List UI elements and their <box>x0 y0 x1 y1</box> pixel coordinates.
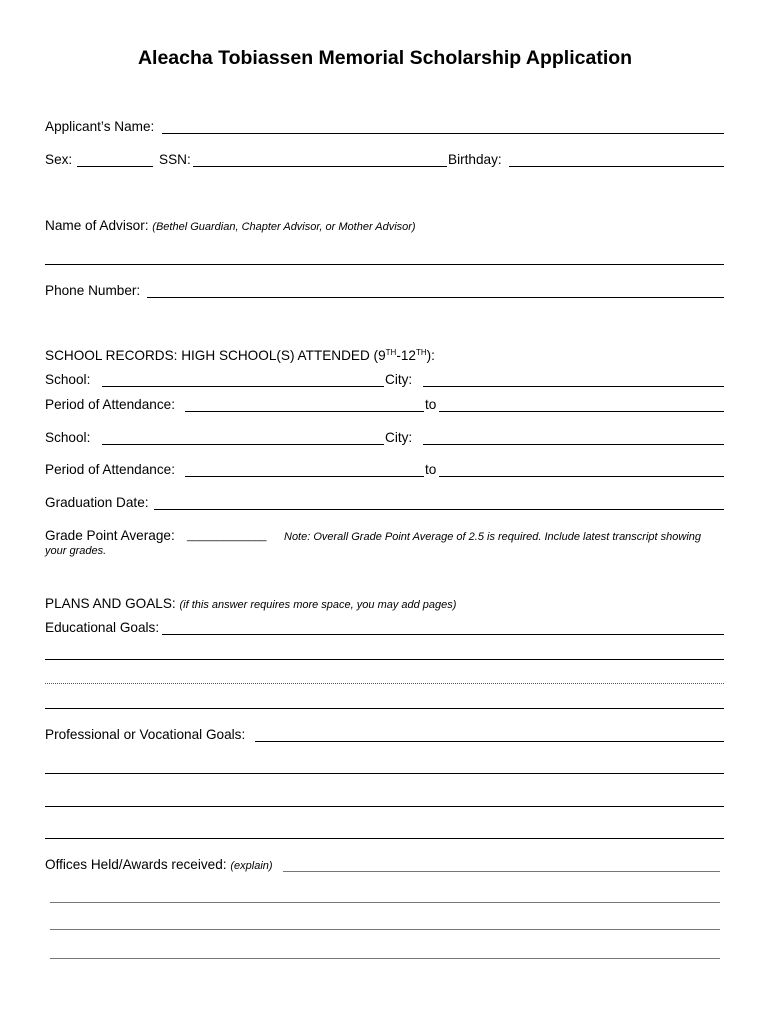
gpa-note-line-1: Note: Overall Grade Point Average of 2.5 is required. Include latest transcript showing <box>284 531 701 543</box>
school-2-field[interactable] <box>102 444 384 445</box>
phone-field[interactable] <box>147 297 724 298</box>
city-1-label: City: <box>385 372 413 387</box>
gpa-field[interactable]: _____________ <box>187 530 267 542</box>
gpa-label: Grade Point Average: <box>45 528 175 543</box>
applicant-name-field[interactable] <box>162 133 724 134</box>
period-1-from-field[interactable] <box>185 411 424 412</box>
city-1-field[interactable] <box>423 386 724 387</box>
school-records-heading-mid: -12 <box>396 348 416 363</box>
period-2-to-label: to <box>425 462 437 477</box>
offices-awards-line-2[interactable] <box>50 902 720 903</box>
professional-goals-line-3[interactable] <box>45 806 724 807</box>
offices-awards-field[interactable] <box>283 871 720 872</box>
birthday-label: Birthday: <box>448 152 502 167</box>
period-1-to-label: to <box>425 397 437 412</box>
applicant-name-label: Applicant’s Name: <box>45 119 155 134</box>
school-records-heading-text: SCHOOL RECORDS: HIGH SCHOOL(S) ATTENDED (9 <box>45 348 386 363</box>
advisor-label: Name of Advisor: <box>45 218 149 233</box>
professional-goals-field[interactable] <box>255 741 724 742</box>
period-1-label: Period of Attendance: <box>45 397 175 412</box>
school-records-heading-end: ): <box>426 348 435 363</box>
school-1-label: School: <box>45 372 91 387</box>
gpa-note-line-2: your grades. <box>45 545 107 557</box>
ssn-label: SSN: <box>159 152 191 167</box>
city-2-field[interactable] <box>423 444 724 445</box>
advisor-hint: (Bethel Guardian, Chapter Advisor, or Mother Advisor) <box>152 221 416 233</box>
phone-label: Phone Number: <box>45 283 141 298</box>
offices-awards-label: Offices Held/Awards received: <box>45 857 227 872</box>
advisor-name-field[interactable] <box>45 264 724 265</box>
plans-goals-heading-row <box>45 596 456 613</box>
professional-goals-line-4[interactable] <box>45 838 724 839</box>
school-1-field[interactable] <box>102 386 384 387</box>
ssn-field[interactable] <box>193 166 447 167</box>
advisor-label-row <box>45 218 416 235</box>
offices-awards-line-3[interactable] <box>50 929 720 930</box>
superscript-th-2: TH <box>415 348 427 357</box>
city-2-label: City: <box>385 430 413 445</box>
professional-goals-line-2[interactable] <box>45 773 724 774</box>
school-records-heading <box>45 348 435 364</box>
sex-label: Sex: <box>45 152 73 167</box>
plans-goals-hint: (if this answer requires more space, you may add pages) <box>179 599 457 611</box>
offices-awards-label-row <box>45 857 273 874</box>
school-2-label: School: <box>45 430 91 445</box>
educational-goals-line-2[interactable] <box>45 659 724 660</box>
period-1-to-field[interactable] <box>439 411 724 412</box>
period-2-to-field[interactable] <box>439 476 724 477</box>
educational-goals-line-4[interactable] <box>45 708 724 709</box>
graduation-date-label: Graduation Date: <box>45 495 149 510</box>
offices-awards-line-4[interactable] <box>50 958 720 959</box>
offices-awards-hint: (explain) <box>230 860 273 872</box>
educational-goals-line-3[interactable] <box>45 683 724 684</box>
plans-goals-heading: PLANS AND GOALS: <box>45 596 176 611</box>
period-2-label: Period of Attendance: <box>45 462 175 477</box>
educational-goals-field[interactable] <box>162 634 724 635</box>
sex-field[interactable] <box>77 166 153 167</box>
professional-goals-label: Professional or Vocational Goals: <box>45 727 246 742</box>
superscript-th-1: TH <box>385 348 397 357</box>
educational-goals-label: Educational Goals: <box>45 620 160 635</box>
period-2-from-field[interactable] <box>185 476 424 477</box>
form-title: Aleacha Tobiassen Memorial Scholarship Application <box>137 47 633 69</box>
birthday-field[interactable] <box>509 166 724 167</box>
graduation-date-field[interactable] <box>154 509 724 510</box>
